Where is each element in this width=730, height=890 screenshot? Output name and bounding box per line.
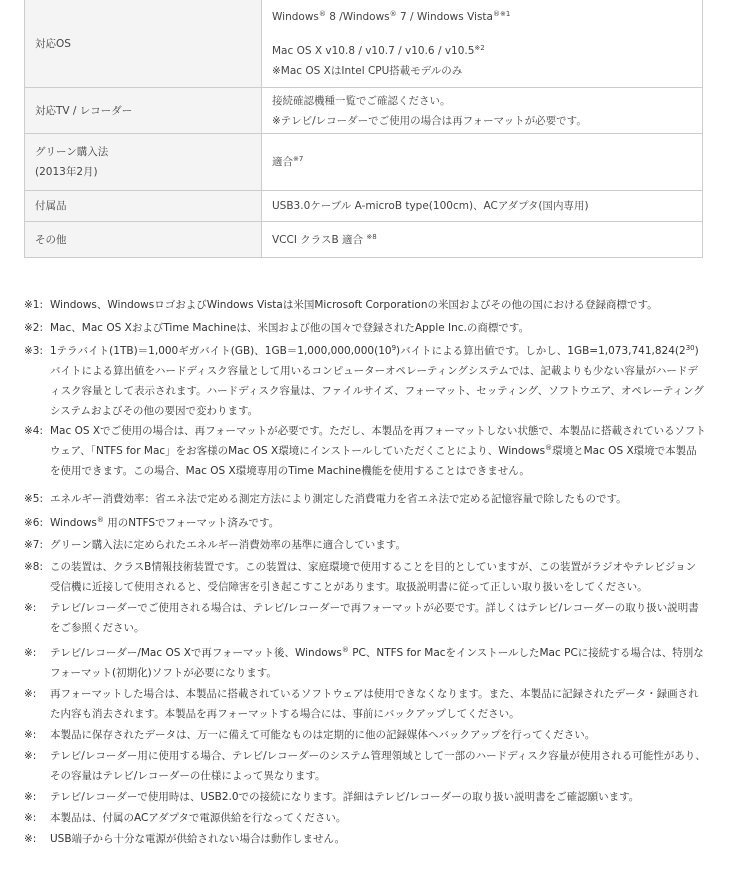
spec-value-green: 適合$^{※7}$ — [262, 134, 703, 191]
footnote-5: ※5: エネルギー消費効率：省エネ法で定める測定方法により測定した消費電力を省エネ法で定める記憶容量で除したものです。 — [24, 489, 706, 509]
spec-value-other: VCCI クラスB 適合 $^{※8}$ — [262, 222, 703, 258]
footnote-special-format: ※: テレビ/レコーダー/Mac OS Xで再フォーマット後、Windows® PC、NTFS for MacをインストールしたMac PCに接続する場合は、特別なフォーマット(初期化)ソフトが必要になります。 — [24, 643, 706, 683]
spec-label-other: その他 — [25, 222, 262, 258]
spec-value-accessories: USB3.0ケーブル A-microB type(100cm)、ACアダプタ(国内専用) — [262, 191, 703, 222]
os-mac-line: Mac OS X v10.8 / v10.7 / v10.6 / v10.5$^{※2}$ — [272, 43, 485, 57]
spec-label-accessories: 付属品 — [25, 191, 262, 222]
footnote-mark: ※6: — [24, 517, 44, 529]
footnote-mark: ※: — [24, 729, 37, 741]
footnote-tv-reformat: ※: テレビ/レコーダーでご使用される場合は、テレビ/レコーダーで再フォーマットが必要です。詳しくはテレビ/レコーダーの取り扱い説明書をご参照ください。 — [24, 598, 706, 638]
os-mac-note: ※Mac OS XはIntel CPU搭載モデルのみ — [272, 64, 463, 77]
footnote-4: ※4: Mac OS Xでご使用の場合は、再フォーマットが必要です。ただし、本製品を再フォーマットしない状態で、本製品に搭載されているソフトウェア、「NTFS for Mac」をお客様のMac OS X環境にインストールしていただくことにより、Windows®環境とMac OS X環境で本製品を使用できます。この場合、Mac OS X環境専用のTime Machine機能を使用することはできません。 — [24, 421, 706, 481]
green-label-line-1: グリーン購入法 — [35, 146, 109, 158]
footnote-2: ※2: Mac、Mac OS XおよびTime Machineは、米国および他の国々で登録されたApple Inc.の商標です。 — [24, 318, 706, 338]
spec-row-os — [25, 0, 703, 88]
footnote-software-unusable: ※: 再フォーマットした場合は、本製品に搭載されているソフトウェアは使用できなくなります。また、本製品に記録されたデータ・録画された内容も消去されます。本製品を再フォーマットする場合には、事前にバックアップしてください。 — [24, 684, 706, 724]
footnote-mark: ※: — [24, 602, 37, 614]
footnote-mark: ※: — [24, 791, 37, 803]
footnote-mark: ※: — [24, 750, 37, 762]
footnote-6: ※6: Windows® 用のNTFSでフォーマット済みです。 — [24, 513, 706, 533]
footnotes — [24, 295, 706, 849]
footnote-mark: ※: — [24, 647, 37, 659]
footnote-8: ※8: この装置は、クラスB情報技術装置です。この装置は、家庭環境で使用することを目的としていますが、この装置がラジオやテレビジョン受信機に近接して使用されると、受信障害を引き起こすことがあります。取扱説明書に従って正しい取り扱いをしてください。 — [24, 557, 706, 597]
footnote-mark: ※1: — [24, 299, 44, 311]
footnote-backup: ※: 本製品に保存されたデータは、万一に備えて可能なものは定期的に他の記録媒体へバックアップを行ってください。 — [24, 725, 706, 745]
spec-label-tv: 対応TV / レコーダー — [25, 88, 262, 134]
footnote-mark: ※7: — [24, 539, 44, 551]
spec-table — [24, 0, 703, 258]
footnote-system-area: ※: テレビ/レコーダー用に使用する場合、テレビ/レコーダーのシステム管理領域として一部のハードディスク容量が使用される可能性があり、その容量はテレビ/レコーダーの仕様によって異なります。 — [24, 746, 706, 786]
tv-line-1: 接続確認機種一覧でご確認ください。 — [272, 94, 451, 107]
footnote-mark: ※5: — [24, 493, 44, 505]
footnote-usb-power: ※: USB端子から十分な電源が供給されない場合は動作しません。 — [24, 829, 706, 849]
footnote-mark: ※3: — [24, 345, 44, 357]
spec-label-os: 対応OS — [25, 0, 262, 88]
footnote-mark: ※: — [24, 812, 37, 824]
footnote-mark: ※2: — [24, 322, 44, 334]
footnote-ac-adapter: ※: 本製品は、付属のACアダプタで電源供給を行なってください。 — [24, 808, 706, 828]
footnote-1: ※1: Windows、WindowsロゴおよびWindows Vistaは米国Microsoft Corporationの米国およびその他の国における登録商標です。 — [24, 295, 706, 315]
spec-row-green — [25, 134, 703, 191]
spec-label-green — [25, 134, 262, 191]
footnote-mark: ※4: — [24, 425, 44, 437]
spec-value-os — [262, 0, 703, 88]
footnote-mark: ※: — [24, 688, 37, 700]
footnote-mark: ※8: — [24, 561, 44, 573]
spec-row-other — [25, 222, 703, 258]
tv-line-2: ※テレビ/レコーダーでご使用の場合は再フォーマットが必要です。 — [272, 114, 587, 127]
footnote-3: ※3: 1テラバイト(1TB)＝1,000ギガバイト(GB)、$1GB=1,000,000,000(10^9)$バイトによる算出値です。しかし、$1GB=1,073,741,824(2^{30})$バイトによる算出値をハードディスク容量として用いるコンピューターオペレーティングシステムでは、記載よりも少ない容量がハードディスク容量として表示されます。ハードディスク容量は、ファイルサイズ、フォーマット、セッティング、ソフトウエア、オペレーティングシステムおよびその他の要因で変わります。 — [24, 341, 706, 421]
spec-row-tv — [25, 88, 703, 134]
os-windows-line: Windows® 8 /Windows® 7 / Windows Vista$^{®※1}$ — [272, 9, 511, 23]
spec-value-tv — [262, 88, 703, 134]
footnote-7: ※7: グリーン購入法に定められたエネルギー消費効率の基準に適合しています。 — [24, 535, 706, 555]
spec-row-accessories — [25, 191, 703, 222]
footnote-mark: ※: — [24, 833, 37, 845]
green-label-line-2: (2013年2月) — [35, 166, 98, 178]
footnote-usb2: ※: テレビ/レコーダーで使用時は、USB2.0での接続になります。詳細はテレビ/レコーダーの取り扱い説明書をご確認願います。 — [24, 787, 706, 807]
